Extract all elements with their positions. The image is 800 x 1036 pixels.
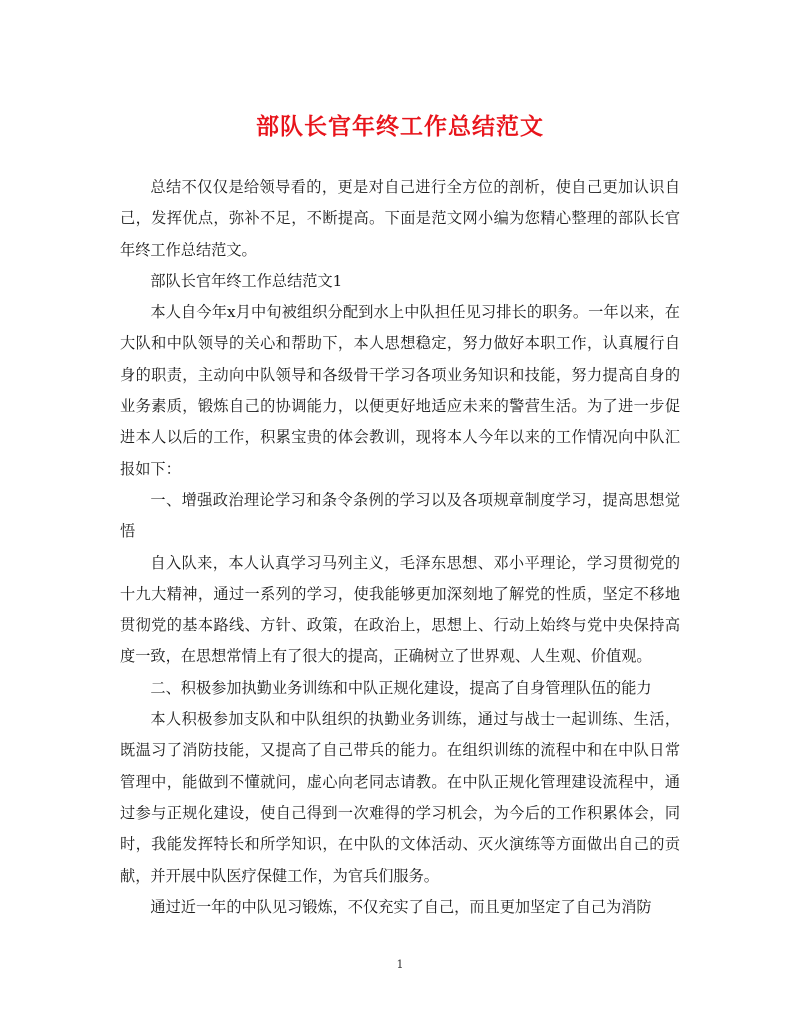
body-paragraph: 通过近一年的中队见习锻炼，不仅充实了自己，而且更加坚定了自己为消防 — [150, 897, 652, 916]
page-number: 1 — [396, 958, 404, 971]
body-paragraph: 本人积极参加支队和中队组织的执勤业务训练，通过与战士一起训练、生活，既温习了消防技能，又提高了自己带兵的能力。在组织训练的流程中和在中队日常管理中，能做到不懂就问，虚心向老同志请教。在中队正规化管理建设流程中，通过参与正规化建设，使自己得到一次难得的学习机会，为今后的工作积累体会，同时，我能发挥特长和所学知识，在中队的文体活动、灭火演练等方面做出自己的贡献，并开展中队医疗保健工作，为官兵们服务。 — [120, 710, 680, 885]
document-title: 部队长官年终工作总结范文 — [256, 113, 544, 140]
document-body — [120, 172, 680, 923]
section-heading: 部队长官年终工作总结范文1 — [150, 271, 343, 290]
body-paragraph: 本人自今年x月中旬被组织分配到水上中队担任见习排长的职务。一年以来，在大队和中队领导的关心和帮助下，本人思想稳定，努力做好本职工作，认真履行自身的职责，主动向中队领导和各级骨干学习各项业务知识和技能，努力提高自身的业务素质，锻炼自己的协调能力，以便更好地适应未来的警营生活。为了进一步促进本人以后的工作，积累宝贵的体会教训，现将本人今年以来的工作情况向中队汇报如下： — [120, 303, 680, 478]
subsection-heading: 二、积极参加执勤业务训练和中队正规化建设，提高了自身管理队伍的能力 — [150, 678, 652, 697]
subsection-heading: 一、增强政治理论学习和条令条例的学习以及各项规章制度学习，提高思想觉悟 — [120, 490, 680, 541]
body-paragraph: 自入队来，本人认真学习马列主义，毛泽东思想、邓小平理论，学习贯彻党的十九大精神，通过一系列的学习，使我能够更加深刻地了解党的性质，坚定不移地贯彻党的基本路线、方针、政策，在政治上，思想上、行动上始终与党中央保持高度一致，在思想常情上有了很大的提高，正确树立了世界观、人生观、价值观。 — [120, 553, 680, 666]
intro-paragraph: 总结不仅仅是给领导看的，更是对自己进行全方位的剖析，使自己更加认识自己，发挥优点，弥补不足，不断提高。下面是范文网小编为您精心整理的部队长官年终工作总结范文。 — [120, 178, 680, 259]
